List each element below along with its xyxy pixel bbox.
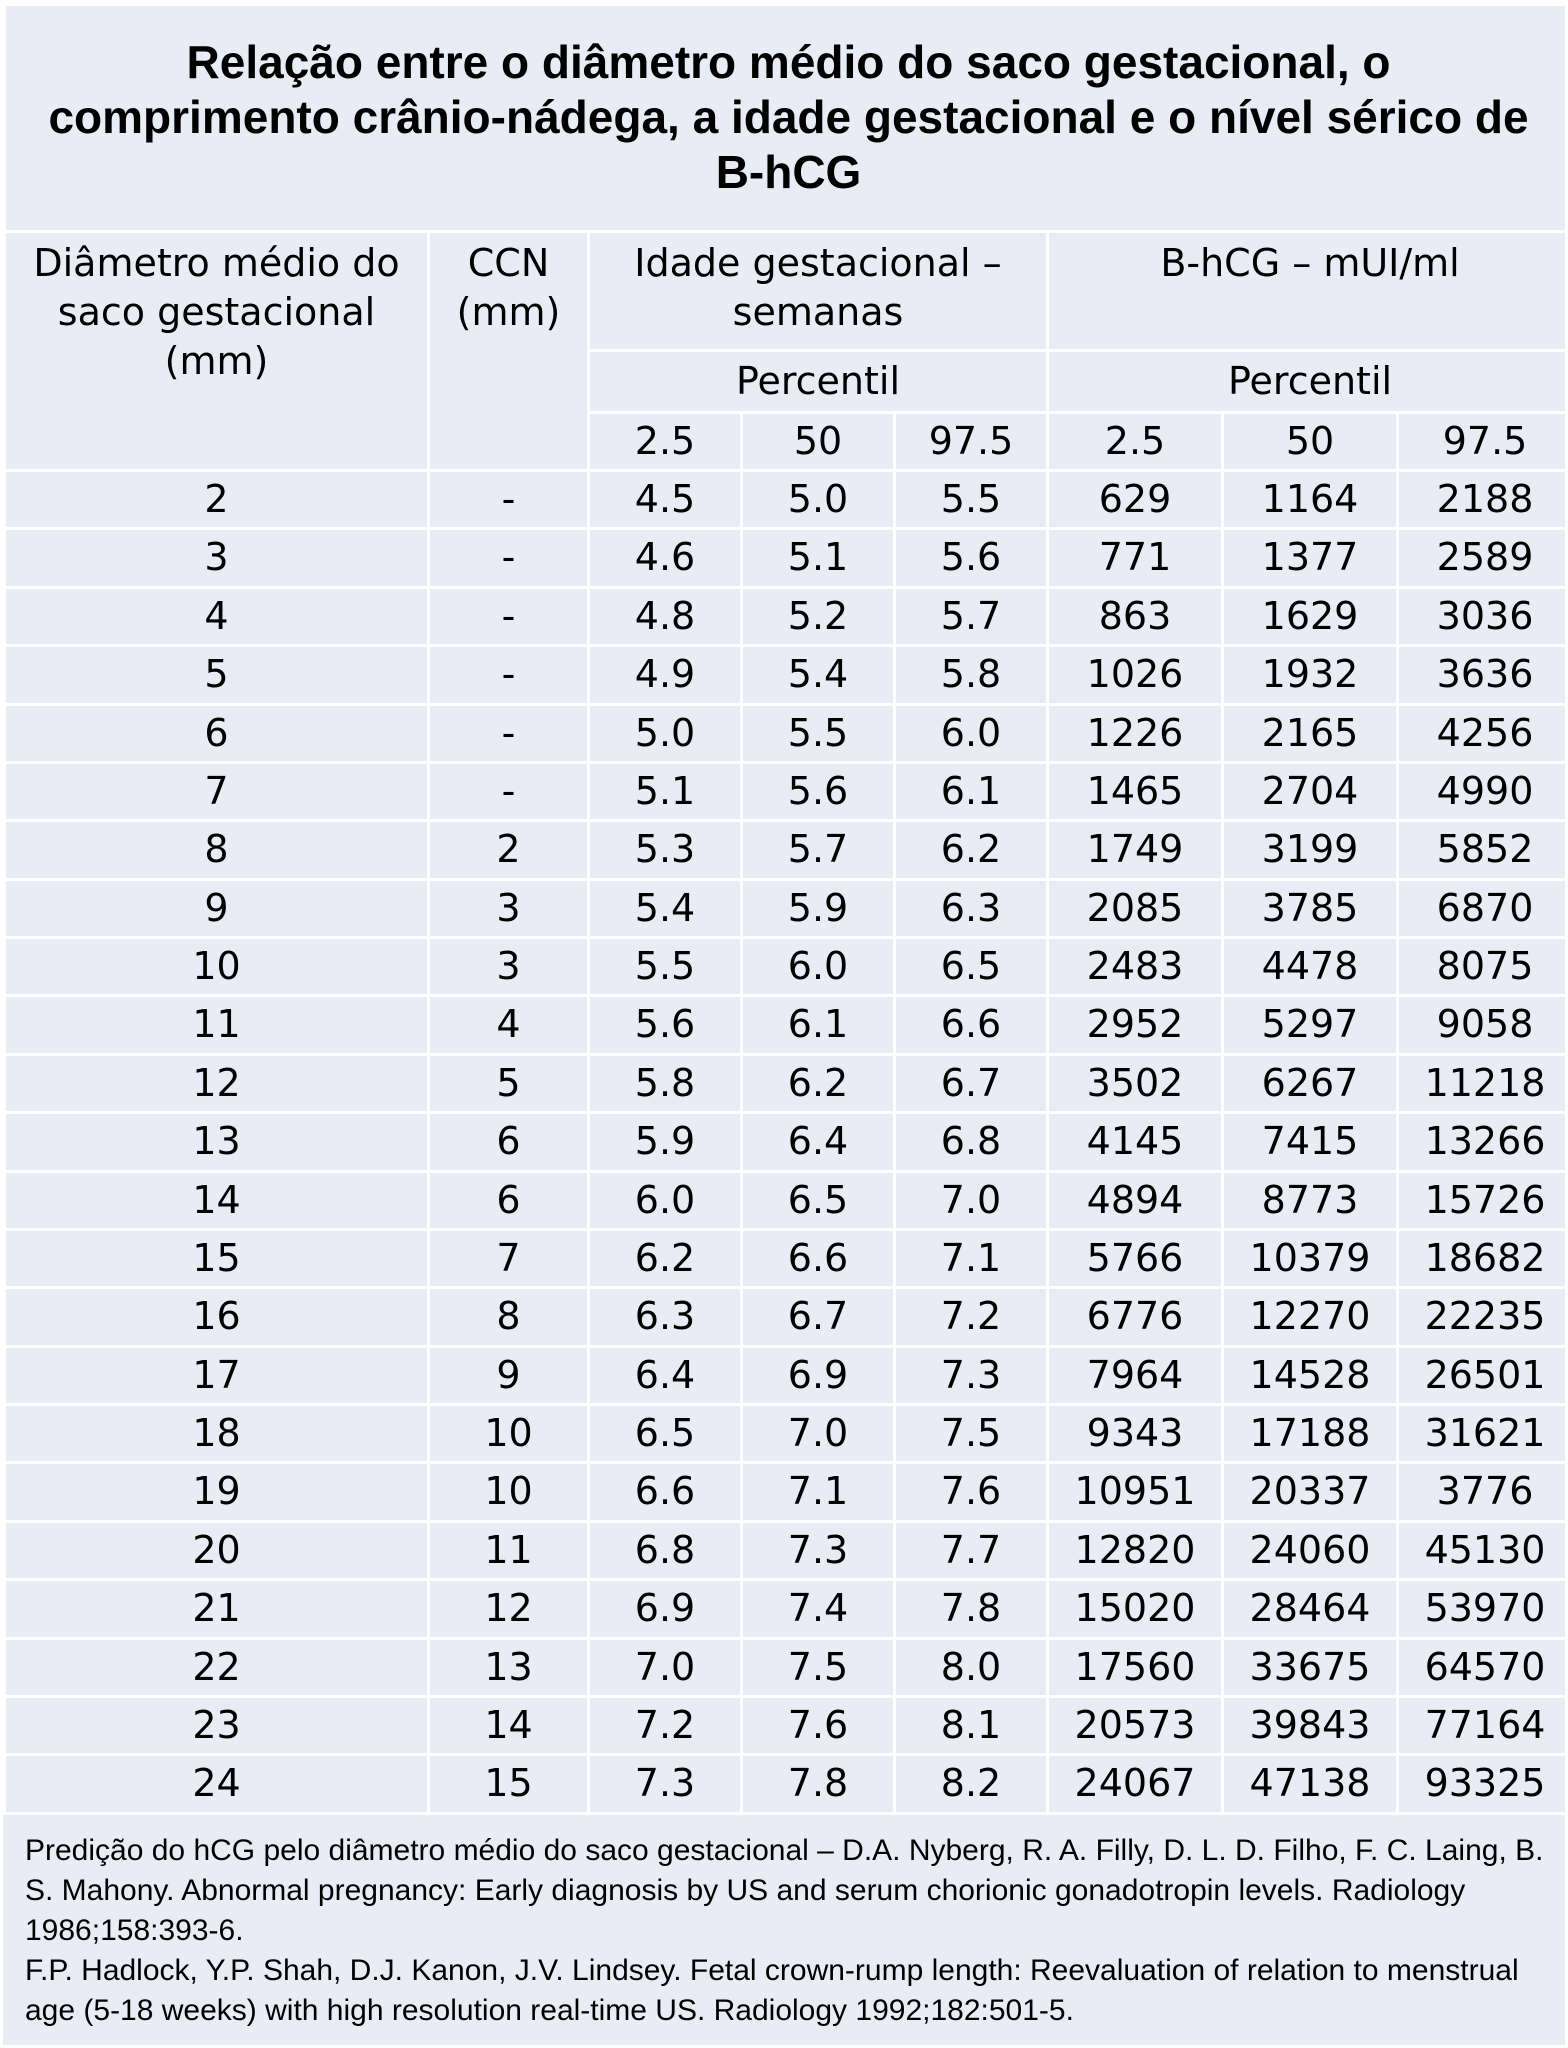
table-row [5, 587, 1568, 645]
cell-ga-p50: 6.9 [742, 1346, 895, 1404]
cell-diameter: 2 [5, 471, 429, 529]
cell-ga-p2-5: 5.8 [589, 1054, 742, 1112]
table-row [5, 1171, 1568, 1229]
cell-diameter: 4 [5, 587, 429, 645]
cell-bhcg-p50: 10379 [1223, 1229, 1398, 1287]
table-row [5, 646, 1568, 704]
header-bhcg-p97-5: 97.5 [1398, 412, 1568, 470]
cell-diameter: 14 [5, 1171, 429, 1229]
cell-ccn: 15 [429, 1755, 589, 1814]
header-bhcg-p2-5: 2.5 [1048, 412, 1223, 470]
cell-bhcg-p50: 8773 [1223, 1171, 1398, 1229]
cell-ccn: - [429, 471, 589, 529]
cell-ga-p2-5: 6.3 [589, 1288, 742, 1346]
cell-ga-p2-5: 6.2 [589, 1229, 742, 1287]
cell-diameter: 20 [5, 1521, 429, 1579]
cell-bhcg-p2-5: 1026 [1048, 646, 1223, 704]
cell-bhcg-p97-5: 64570 [1398, 1638, 1568, 1696]
cell-diameter: 8 [5, 821, 429, 879]
reference-table [3, 3, 1568, 1815]
cell-ga-p97-5: 5.8 [895, 646, 1048, 704]
cell-diameter: 3 [5, 529, 429, 587]
cell-ga-p2-5: 6.9 [589, 1580, 742, 1638]
cell-ga-p50: 6.7 [742, 1288, 895, 1346]
cell-bhcg-p97-5: 45130 [1398, 1521, 1568, 1579]
cell-diameter: 24 [5, 1755, 429, 1814]
cell-bhcg-p97-5: 77164 [1398, 1696, 1568, 1754]
cell-bhcg-p2-5: 4145 [1048, 1113, 1223, 1171]
cell-ga-p97-5: 6.8 [895, 1113, 1048, 1171]
cell-ga-p97-5: 7.8 [895, 1580, 1048, 1638]
cell-bhcg-p2-5: 20573 [1048, 1696, 1223, 1754]
cell-ga-p97-5: 7.2 [895, 1288, 1048, 1346]
cell-ga-p50: 7.0 [742, 1405, 895, 1463]
cell-diameter: 7 [5, 762, 429, 820]
cell-ga-p50: 7.3 [742, 1521, 895, 1579]
table-row [5, 529, 1568, 587]
cell-ga-p97-5: 7.6 [895, 1463, 1048, 1521]
cell-bhcg-p2-5: 6776 [1048, 1288, 1223, 1346]
table-row [5, 1113, 1568, 1171]
cell-ga-p2-5: 6.4 [589, 1346, 742, 1404]
cell-diameter: 13 [5, 1113, 429, 1171]
cell-ga-p50: 5.6 [742, 762, 895, 820]
cell-ga-p97-5: 5.7 [895, 587, 1048, 645]
cell-bhcg-p97-5: 26501 [1398, 1346, 1568, 1404]
cell-bhcg-p2-5: 12820 [1048, 1521, 1223, 1579]
cell-diameter: 12 [5, 1054, 429, 1112]
cell-bhcg-p50: 39843 [1223, 1696, 1398, 1754]
cell-diameter: 21 [5, 1580, 429, 1638]
cell-diameter: 16 [5, 1288, 429, 1346]
table-row [5, 704, 1568, 762]
cell-ga-p2-5: 4.8 [589, 587, 742, 645]
cell-ga-p2-5: 6.5 [589, 1405, 742, 1463]
cell-diameter: 22 [5, 1638, 429, 1696]
cell-ga-p2-5: 5.1 [589, 762, 742, 820]
cell-ga-p2-5: 5.6 [589, 996, 742, 1054]
cell-bhcg-p50: 5297 [1223, 996, 1398, 1054]
cell-ccn: - [429, 704, 589, 762]
cell-ccn: - [429, 762, 589, 820]
cell-ga-p97-5: 6.1 [895, 762, 1048, 820]
table-row [5, 1054, 1568, 1112]
cell-bhcg-p50: 1377 [1223, 529, 1398, 587]
cell-ga-p97-5: 5.5 [895, 471, 1048, 529]
cell-ga-p50: 7.4 [742, 1580, 895, 1638]
cell-ccn: 7 [429, 1229, 589, 1287]
cell-bhcg-p50: 17188 [1223, 1405, 1398, 1463]
cell-ccn: - [429, 529, 589, 587]
cell-ga-p50: 7.6 [742, 1696, 895, 1754]
cell-bhcg-p2-5: 4894 [1048, 1171, 1223, 1229]
cell-ga-p2-5: 5.5 [589, 938, 742, 996]
cell-ga-p2-5: 4.9 [589, 646, 742, 704]
cell-ccn: 10 [429, 1405, 589, 1463]
table-row [5, 1463, 1568, 1521]
cell-bhcg-p97-5: 4256 [1398, 704, 1568, 762]
cell-ccn: 4 [429, 996, 589, 1054]
cell-bhcg-p2-5: 771 [1048, 529, 1223, 587]
table-row [5, 1521, 1568, 1579]
cell-ccn: 6 [429, 1113, 589, 1171]
cell-bhcg-p97-5: 15726 [1398, 1171, 1568, 1229]
cell-bhcg-p50: 1164 [1223, 471, 1398, 529]
cell-ga-p2-5: 5.0 [589, 704, 742, 762]
table-row [5, 821, 1568, 879]
header-diameter: Diâmetro médio do saco gestacional (mm) [5, 231, 429, 471]
cell-bhcg-p2-5: 17560 [1048, 1638, 1223, 1696]
cell-bhcg-p2-5: 1465 [1048, 762, 1223, 820]
cell-ccn: 2 [429, 821, 589, 879]
cell-ga-p50: 5.4 [742, 646, 895, 704]
cell-ga-p97-5: 5.6 [895, 529, 1048, 587]
table-row [5, 471, 1568, 529]
cell-ga-p50: 5.9 [742, 879, 895, 937]
cell-diameter: 23 [5, 1696, 429, 1754]
cell-ga-p97-5: 7.7 [895, 1521, 1048, 1579]
table-row [5, 1755, 1568, 1814]
cell-ccn: - [429, 587, 589, 645]
cell-ga-p50: 6.0 [742, 938, 895, 996]
table-row [5, 938, 1568, 996]
cell-ga-p97-5: 6.0 [895, 704, 1048, 762]
cell-ga-p2-5: 5.9 [589, 1113, 742, 1171]
cell-ga-p97-5: 7.1 [895, 1229, 1048, 1287]
cell-ga-p97-5: 6.7 [895, 1054, 1048, 1112]
cell-ga-p97-5: 7.5 [895, 1405, 1048, 1463]
cell-ga-p50: 7.1 [742, 1463, 895, 1521]
cell-bhcg-p50: 47138 [1223, 1755, 1398, 1814]
cell-bhcg-p2-5: 1749 [1048, 821, 1223, 879]
cell-bhcg-p2-5: 1226 [1048, 704, 1223, 762]
cell-bhcg-p50: 7415 [1223, 1113, 1398, 1171]
cell-ga-p97-5: 8.0 [895, 1638, 1048, 1696]
table-row [5, 1229, 1568, 1287]
cell-ga-p2-5: 4.5 [589, 471, 742, 529]
cell-bhcg-p97-5: 18682 [1398, 1229, 1568, 1287]
cell-ga-p97-5: 6.6 [895, 996, 1048, 1054]
cell-bhcg-p97-5: 93325 [1398, 1755, 1568, 1814]
reference-hadlock: F.P. Hadlock, Y.P. Shah, D.J. Kanon, J.V. Lindsey. Fetal crown-rump length: Reevaluation of relation to menstrual age (5-18 weeks) with high resolution real-time US. Radiology 1992;182:501-5. [25, 1954, 1519, 2027]
cell-ga-p2-5: 6.6 [589, 1463, 742, 1521]
cell-bhcg-p50: 28464 [1223, 1580, 1398, 1638]
cell-ccn: - [429, 646, 589, 704]
cell-bhcg-p2-5: 24067 [1048, 1755, 1223, 1814]
cell-ga-p97-5: 6.2 [895, 821, 1048, 879]
cell-bhcg-p97-5: 6870 [1398, 879, 1568, 937]
cell-ga-p50: 6.4 [742, 1113, 895, 1171]
cell-diameter: 11 [5, 996, 429, 1054]
cell-bhcg-p97-5: 9058 [1398, 996, 1568, 1054]
cell-ga-p2-5: 7.2 [589, 1696, 742, 1754]
cell-ga-p50: 5.1 [742, 529, 895, 587]
cell-ga-p2-5: 7.0 [589, 1638, 742, 1696]
cell-ga-p97-5: 6.5 [895, 938, 1048, 996]
cell-ga-p50: 7.8 [742, 1755, 895, 1814]
cell-ga-p97-5: 7.3 [895, 1346, 1048, 1404]
reference-nyberg: Predição do hCG pelo diâmetro médio do saco gestacional – D.A. Nyberg, R. A. Filly, D. L. D. Filho, F. C. Laing, B. S. Mahony. Abnormal pregnancy: Early diagnosis by US and serum chorionic gonadotropin levels. Radiology 1986;158:393-6. [25, 1834, 1544, 1947]
cell-bhcg-p50: 2165 [1223, 704, 1398, 762]
cell-bhcg-p50: 4478 [1223, 938, 1398, 996]
cell-bhcg-p97-5: 3776 [1398, 1463, 1568, 1521]
header-ga-p50: 50 [742, 412, 895, 470]
cell-bhcg-p50: 33675 [1223, 1638, 1398, 1696]
cell-bhcg-p50: 20337 [1223, 1463, 1398, 1521]
cell-ga-p2-5: 5.4 [589, 879, 742, 937]
cell-ccn: 6 [429, 1171, 589, 1229]
cell-ga-p50: 6.1 [742, 996, 895, 1054]
cell-diameter: 19 [5, 1463, 429, 1521]
table-row [5, 762, 1568, 820]
cell-diameter: 9 [5, 879, 429, 937]
header-gestational-age: Idade gestacional – semanas [589, 231, 1048, 351]
cell-ga-p2-5: 5.3 [589, 821, 742, 879]
table-row [5, 1696, 1568, 1754]
cell-bhcg-p2-5: 15020 [1048, 1580, 1223, 1638]
cell-ccn: 9 [429, 1346, 589, 1404]
cell-bhcg-p50: 1629 [1223, 587, 1398, 645]
header-percentile-ga: Percentil [589, 351, 1048, 412]
cell-diameter: 6 [5, 704, 429, 762]
header-bhcg: B-hCG – mUI/ml [1048, 231, 1568, 351]
cell-bhcg-p97-5: 53970 [1398, 1580, 1568, 1638]
cell-bhcg-p97-5: 2188 [1398, 471, 1568, 529]
cell-ccn: 5 [429, 1054, 589, 1112]
cell-ccn: 3 [429, 938, 589, 996]
header-percentile-bhcg: Percentil [1048, 351, 1568, 412]
table-row [5, 879, 1568, 937]
cell-bhcg-p97-5: 2589 [1398, 529, 1568, 587]
cell-ga-p50: 6.2 [742, 1054, 895, 1112]
cell-bhcg-p50: 3199 [1223, 821, 1398, 879]
cell-ccn: 11 [429, 1521, 589, 1579]
cell-ccn: 10 [429, 1463, 589, 1521]
cell-ga-p97-5: 8.1 [895, 1696, 1048, 1754]
cell-bhcg-p2-5: 2952 [1048, 996, 1223, 1054]
table-row [5, 1288, 1568, 1346]
table-row [5, 996, 1568, 1054]
cell-bhcg-p2-5: 863 [1048, 587, 1223, 645]
cell-bhcg-p2-5: 9343 [1048, 1405, 1223, 1463]
cell-bhcg-p2-5: 5766 [1048, 1229, 1223, 1287]
cell-ccn: 3 [429, 879, 589, 937]
table-row [5, 1638, 1568, 1696]
cell-bhcg-p97-5: 22235 [1398, 1288, 1568, 1346]
cell-bhcg-p2-5: 629 [1048, 471, 1223, 529]
cell-bhcg-p2-5: 7964 [1048, 1346, 1223, 1404]
cell-ccn: 14 [429, 1696, 589, 1754]
cell-bhcg-p50: 12270 [1223, 1288, 1398, 1346]
cell-bhcg-p50: 1932 [1223, 646, 1398, 704]
table-row [5, 1346, 1568, 1404]
cell-ga-p50: 5.0 [742, 471, 895, 529]
cell-bhcg-p97-5: 3636 [1398, 646, 1568, 704]
cell-bhcg-p50: 6267 [1223, 1054, 1398, 1112]
header-bhcg-p50: 50 [1223, 412, 1398, 470]
cell-bhcg-p97-5: 13266 [1398, 1113, 1568, 1171]
references [25, 1831, 1545, 2031]
table-title: Relação entre o diâmetro médio do saco gestacional, o comprimento crânio-nádega, a idade gestacional e o nível sérico de B-hCG [5, 5, 1568, 232]
cell-diameter: 17 [5, 1346, 429, 1404]
cell-ga-p50: 6.6 [742, 1229, 895, 1287]
cell-bhcg-p97-5: 31621 [1398, 1405, 1568, 1463]
cell-ga-p97-5: 6.3 [895, 879, 1048, 937]
cell-ga-p97-5: 8.2 [895, 1755, 1048, 1814]
cell-bhcg-p50: 24060 [1223, 1521, 1398, 1579]
cell-bhcg-p97-5: 8075 [1398, 938, 1568, 996]
cell-bhcg-p50: 14528 [1223, 1346, 1398, 1404]
cell-diameter: 15 [5, 1229, 429, 1287]
cell-ga-p50: 6.5 [742, 1171, 895, 1229]
cell-ga-p2-5: 6.0 [589, 1171, 742, 1229]
header-ga-p2-5: 2.5 [589, 412, 742, 470]
header-ccn: CCN (mm) [429, 231, 589, 471]
cell-bhcg-p2-5: 2085 [1048, 879, 1223, 937]
cell-ga-p2-5: 4.6 [589, 529, 742, 587]
cell-bhcg-p97-5: 5852 [1398, 821, 1568, 879]
header-ga-p97-5: 97.5 [895, 412, 1048, 470]
cell-bhcg-p97-5: 3036 [1398, 587, 1568, 645]
cell-bhcg-p50: 3785 [1223, 879, 1398, 937]
cell-ga-p97-5: 7.0 [895, 1171, 1048, 1229]
cell-bhcg-p97-5: 4990 [1398, 762, 1568, 820]
cell-ga-p2-5: 6.8 [589, 1521, 742, 1579]
cell-ga-p50: 7.5 [742, 1638, 895, 1696]
cell-diameter: 18 [5, 1405, 429, 1463]
cell-ga-p50: 5.7 [742, 821, 895, 879]
cell-bhcg-p50: 2704 [1223, 762, 1398, 820]
cell-bhcg-p2-5: 3502 [1048, 1054, 1223, 1112]
table-row [5, 1580, 1568, 1638]
cell-bhcg-p97-5: 11218 [1398, 1054, 1568, 1112]
cell-ga-p2-5: 7.3 [589, 1755, 742, 1814]
cell-ccn: 13 [429, 1638, 589, 1696]
cell-ga-p50: 5.2 [742, 587, 895, 645]
cell-bhcg-p2-5: 10951 [1048, 1463, 1223, 1521]
table-row [5, 1405, 1568, 1463]
cell-ga-p50: 5.5 [742, 704, 895, 762]
cell-diameter: 5 [5, 646, 429, 704]
cell-ccn: 8 [429, 1288, 589, 1346]
cell-diameter: 10 [5, 938, 429, 996]
cell-bhcg-p2-5: 2483 [1048, 938, 1223, 996]
cell-ccn: 12 [429, 1580, 589, 1638]
